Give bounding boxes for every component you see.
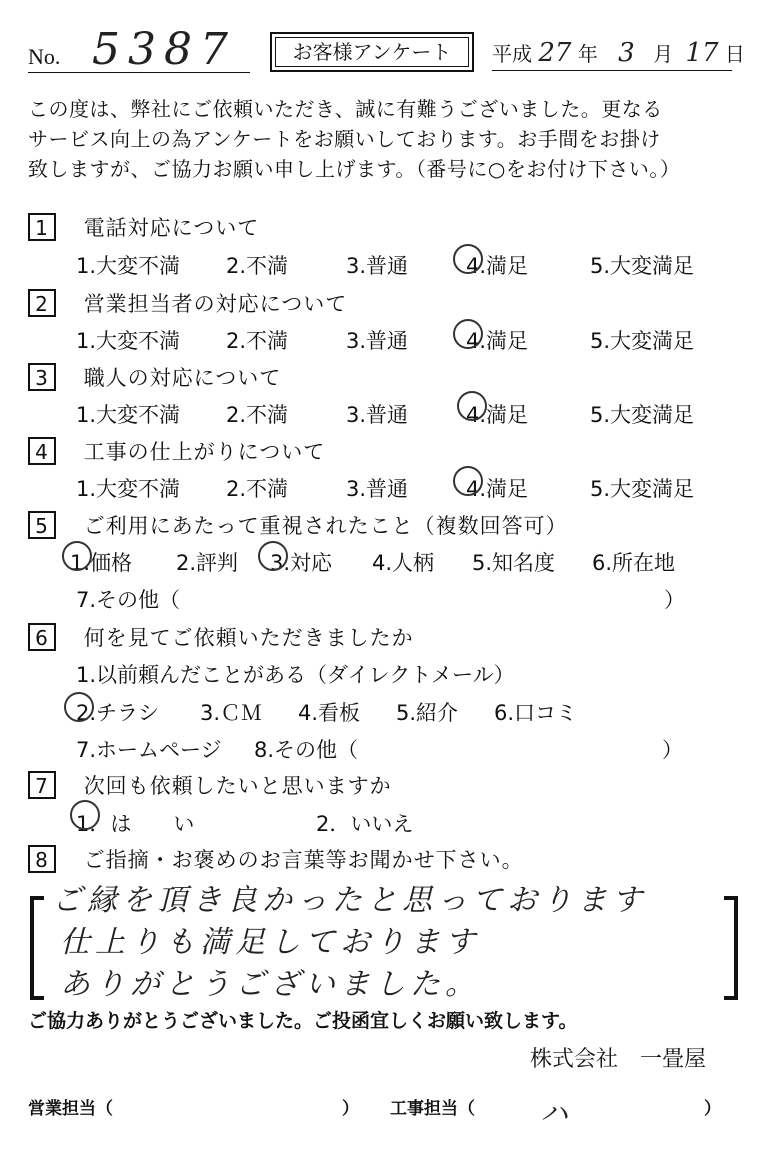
comment-text bbox=[52, 880, 647, 1006]
q4-option-2[interactable]: 2.不満 bbox=[226, 477, 289, 501]
q1-selected-circle bbox=[453, 244, 483, 274]
q2-option-5[interactable]: 5.大変満足 bbox=[590, 329, 695, 353]
q2-option-3[interactable]: 3.普通 bbox=[346, 329, 409, 353]
year-value: 27 bbox=[538, 38, 572, 68]
q3-option-4[interactable]: 4.満足 bbox=[466, 403, 529, 427]
q4-option-5[interactable]: 5.大変満足 bbox=[590, 477, 695, 501]
thanks-text: ご協力ありがとうございました。ご投函宜しくお願い致します。 bbox=[28, 1010, 578, 1032]
q5-other-option[interactable]: 7.その他（ bbox=[76, 588, 181, 612]
q2-selected-circle bbox=[453, 319, 483, 349]
question-number: 1 bbox=[28, 213, 56, 241]
q1-option-2[interactable]: 2.不満 bbox=[226, 254, 289, 278]
month-label: 月 bbox=[653, 42, 674, 66]
sales-rep-close: ） bbox=[342, 1099, 359, 1119]
intro-text bbox=[28, 94, 680, 184]
question-4 bbox=[28, 436, 325, 466]
question-number: 5 bbox=[28, 511, 56, 539]
company-name: 株式会社 一畳屋 bbox=[530, 1047, 707, 1072]
q4-selected-circle bbox=[453, 466, 483, 496]
number-underline bbox=[28, 72, 250, 73]
q3-option-3[interactable]: 3.普通 bbox=[346, 403, 409, 427]
question-1 bbox=[28, 212, 259, 242]
question-text: 何を見てご依頼いただきましたか bbox=[83, 626, 414, 650]
q2-option-2[interactable]: 2.不満 bbox=[226, 329, 289, 353]
date-underline bbox=[492, 70, 732, 71]
q1-option-5[interactable]: 5.大変満足 bbox=[590, 254, 695, 278]
work-rep-close: ） bbox=[704, 1099, 721, 1119]
q5-option-1[interactable]: 1.価格 bbox=[70, 551, 133, 575]
q5-option-2[interactable]: 2.評判 bbox=[176, 551, 239, 575]
question-text: 次回も依頼したいと思いますか bbox=[83, 774, 392, 798]
q2-option-1[interactable]: 1.大変不満 bbox=[76, 329, 181, 353]
sales-rep-label: 営業担当（ bbox=[28, 1099, 113, 1119]
question-2 bbox=[28, 288, 347, 318]
question-8 bbox=[28, 844, 524, 874]
question-number: 6 bbox=[28, 623, 56, 651]
question-number: 4 bbox=[28, 437, 56, 465]
question-text: 工事の仕上がりについて bbox=[83, 440, 326, 464]
number-value: 5387 bbox=[92, 24, 236, 75]
intro-line-1: この度は、弊社にご依頼いただき、誠に有難うございました。更なる bbox=[28, 97, 663, 121]
q1-option-1[interactable]: 1.大変不満 bbox=[76, 254, 181, 278]
q5-selected-circle-2 bbox=[258, 541, 288, 571]
q5-option-5[interactable]: 5.知名度 bbox=[472, 551, 556, 575]
day-label: 日 bbox=[724, 42, 745, 66]
q6-option-6[interactable]: 6.口コミ bbox=[494, 701, 578, 725]
q4-option-4[interactable]: 4.満足 bbox=[466, 477, 529, 501]
q2-option-4[interactable]: 4.満足 bbox=[466, 329, 529, 353]
question-3 bbox=[28, 362, 281, 392]
q4-option-3[interactable]: 3.普通 bbox=[346, 477, 409, 501]
work-rep-label: 工事担当（ bbox=[390, 1099, 475, 1119]
q1-option-3[interactable]: 3.普通 bbox=[346, 254, 409, 278]
question-7 bbox=[28, 770, 392, 800]
comment-line-2: 仕上りも満足しております bbox=[60, 925, 480, 960]
q6-selected-circle bbox=[64, 692, 94, 722]
q6-option-3[interactable]: 3.ＣＭ bbox=[200, 701, 263, 725]
q3-selected-circle bbox=[457, 391, 487, 421]
q6-option-1[interactable]: 1.以前頼んだことがある（ダイレクトメール） bbox=[76, 663, 515, 687]
q6-option-5[interactable]: 5.紹介 bbox=[396, 701, 459, 725]
comment-bracket-right bbox=[724, 896, 738, 1000]
q7-selected-circle bbox=[70, 800, 100, 830]
q6-other-close: ） bbox=[662, 738, 683, 762]
question-text: ご利用にあたって重視されたこと（複数回答可） bbox=[83, 514, 568, 538]
q7-option-yes[interactable]: 1．は い bbox=[76, 812, 195, 836]
q3-option-1[interactable]: 1.大変不満 bbox=[76, 403, 181, 427]
question-text: ご指摘・お褒めのお言葉等お聞かせ下さい。 bbox=[83, 848, 524, 872]
question-number: 8 bbox=[28, 845, 56, 873]
q6-option-8[interactable]: 8.その他（ bbox=[254, 738, 359, 762]
date-area bbox=[492, 38, 745, 68]
q5-option-4[interactable]: 4.人柄 bbox=[372, 551, 435, 575]
question-text: 営業担当者の対応について bbox=[83, 292, 348, 316]
question-number: 2 bbox=[28, 289, 56, 317]
day-value: 17 bbox=[685, 38, 719, 68]
q5-option-6[interactable]: 6.所在地 bbox=[592, 551, 676, 575]
comment-line-1: ご縁を頂き良かったと思っております bbox=[52, 883, 647, 918]
question-number: 7 bbox=[28, 771, 56, 799]
q4-option-1[interactable]: 1.大変不満 bbox=[76, 477, 181, 501]
q6-option-4[interactable]: 4.看板 bbox=[298, 701, 361, 725]
era-label: 平成 bbox=[492, 42, 532, 66]
work-rep-value: ハ bbox=[540, 1097, 569, 1130]
q1-option-4[interactable]: 4.満足 bbox=[466, 254, 529, 278]
form-title: お客様アンケート bbox=[270, 32, 474, 72]
q3-option-5[interactable]: 5.大変満足 bbox=[590, 403, 695, 427]
q3-option-2[interactable]: 2.不満 bbox=[226, 403, 289, 427]
comment-bracket-left bbox=[30, 896, 44, 1000]
question-text: 電話対応について bbox=[83, 216, 260, 240]
intro-line-2: サービス向上の為アンケートをお願いしております。お手間をお掛け bbox=[28, 127, 661, 151]
month-value: 3 bbox=[618, 38, 635, 68]
q5-selected-circle-1 bbox=[62, 541, 92, 571]
question-5 bbox=[28, 510, 568, 540]
q5-option-3[interactable]: 3.対応 bbox=[270, 551, 333, 575]
number-label: No. bbox=[28, 44, 61, 69]
question-6 bbox=[28, 622, 414, 652]
intro-line-3: 致しますが、ご協力お願い申し上げます。（番号に○をお付け下さい。） bbox=[28, 157, 681, 181]
question-text: 職人の対応について bbox=[83, 366, 282, 390]
year-label: 年 bbox=[577, 42, 598, 66]
question-number: 3 bbox=[28, 363, 56, 391]
q7-option-no[interactable]: 2．いいえ bbox=[316, 812, 414, 836]
q5-other-close: ） bbox=[664, 588, 685, 612]
comment-line-3: ありがとうございました。 bbox=[60, 967, 480, 1002]
q6-option-7[interactable]: 7.ホームページ bbox=[76, 738, 222, 762]
q6-option-2[interactable]: 2.チラシ bbox=[76, 701, 160, 725]
